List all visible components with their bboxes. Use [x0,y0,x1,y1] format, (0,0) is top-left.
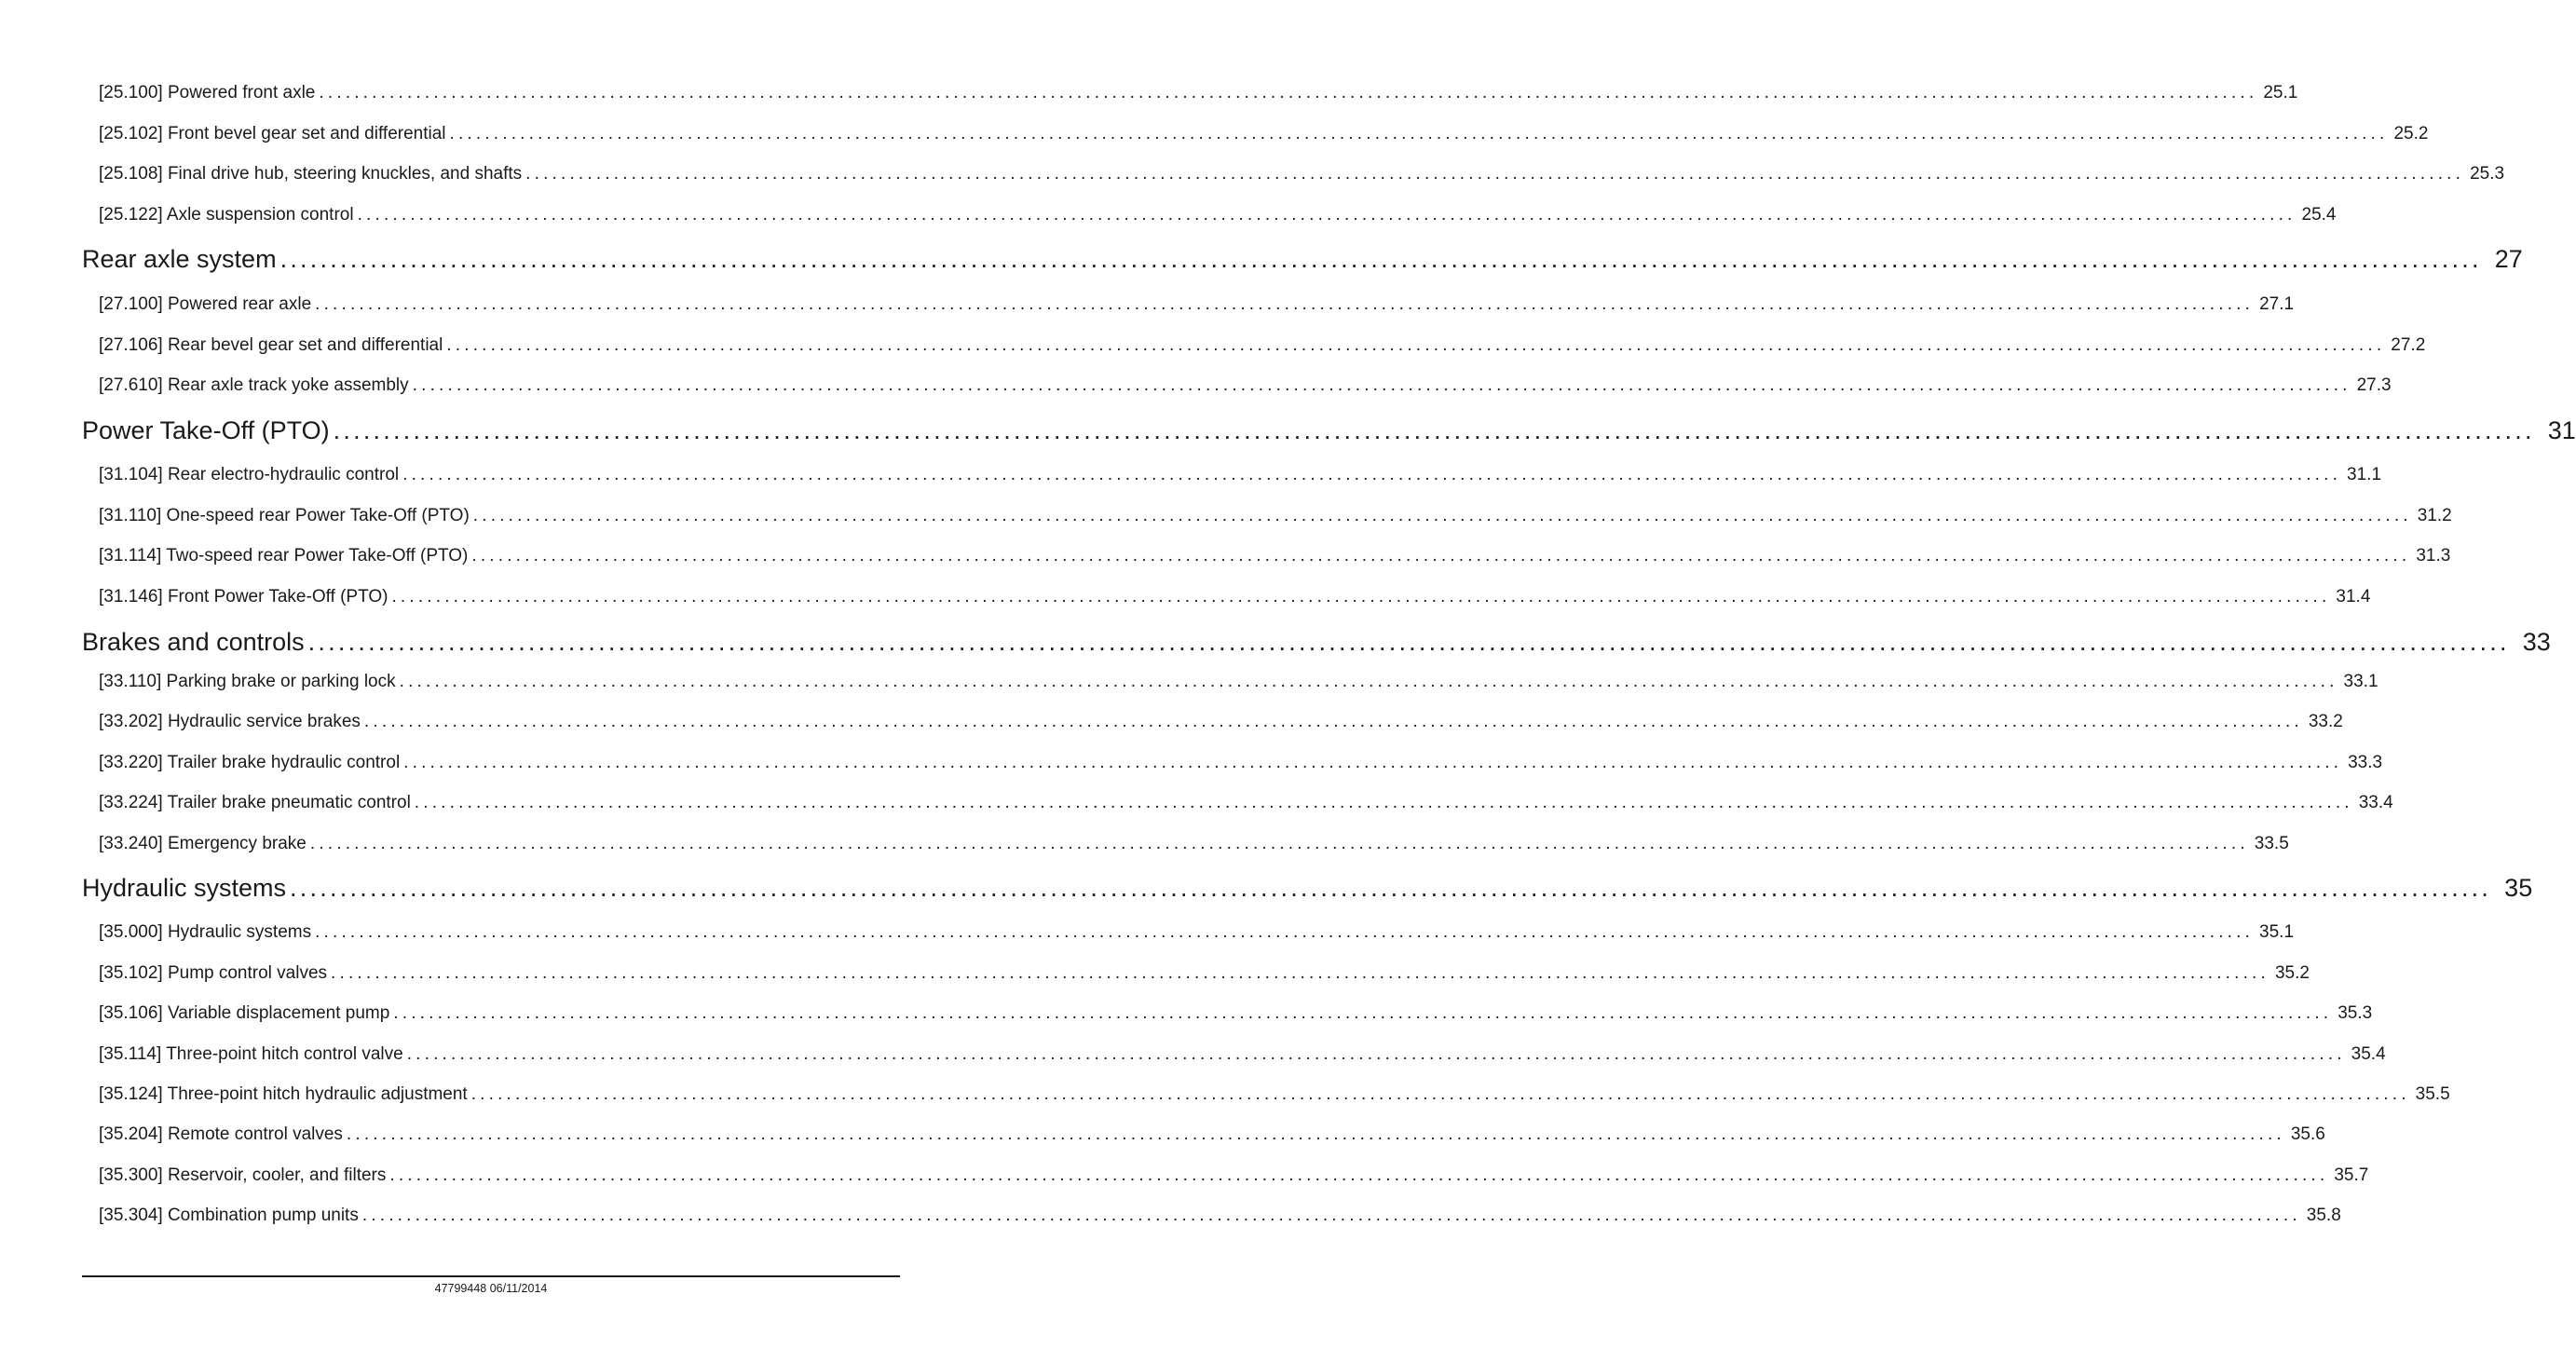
toc-entry[interactable] [99,753,2383,773]
toc-entry[interactable] [99,793,2393,813]
dot-leader: ............................................................................................................................................................................................................................ [414,793,2353,812]
toc-entry[interactable] [99,834,2289,854]
toc-entry[interactable] [99,1044,2386,1065]
toc-entry-page: 31.3 [2416,546,2451,565]
toc-entry-title: [25.108] Final drive hub, steering knuckles, and shafts [99,164,523,184]
toc-entry-title: [31.104] Rear electro-hydraulic control [99,465,400,484]
dot-leader: ............................................................................................................................................................................................................................ [319,83,2258,102]
toc-entry-page: 35.1 [2259,922,2295,942]
toc-entry-page: 31.2 [2417,506,2452,525]
toc-entry-page: 35.3 [2337,1003,2373,1023]
toc-entry-page: 25.2 [2393,124,2429,143]
toc-entry-title: [35.000] Hydraulic systems [99,922,312,942]
toc-entry[interactable] [99,1003,2373,1024]
toc-section-title: Power Take-Off (PTO) [82,416,330,444]
toc-entry-page: 35.2 [2274,963,2310,983]
toc-entry[interactable] [99,294,2295,315]
dot-leader: ............................................................................................................................................................................................................................ [309,834,2249,853]
toc-entry[interactable] [99,83,2298,103]
dot-leader: ............................................................................................................................................................................................................................ [389,1165,2329,1185]
dot-leader: ............................................................................................................................................................................................................................ [331,963,2269,983]
toc-entry-title: [27.100] Powered rear axle [99,294,312,314]
toc-entry-page: 27.3 [2356,375,2392,395]
toc-entry[interactable] [99,124,2429,144]
dot-leader: ............................................................................................................................................................................................................................ [406,1044,2346,1064]
toc-entry-page: 31.1 [2347,465,2382,484]
toc-entry[interactable] [99,1124,2325,1145]
dot-leader: ............................................................................................................................................................................................................................ [346,1124,2285,1144]
toc-entry[interactable] [99,506,2452,526]
toc-entry-title: [25.100] Powered front axle [99,83,316,102]
footer-doc-id: 47799448 06/11/2014 [434,1282,548,1295]
dot-leader: ............................................................................................................................................................................................................................ [393,1003,2333,1023]
toc-entry[interactable] [99,205,2337,225]
toc-entry-page: 25.3 [2470,164,2505,184]
toc-entry-page: 33.2 [2308,712,2343,731]
dot-leader: ............................................................................................................................................................................................................................ [363,712,2303,731]
toc-entry-title: [33.220] Trailer brake hydraulic control [99,753,401,772]
toc-entry[interactable] [99,375,2392,396]
toc-entry-page: 35.7 [2334,1165,2369,1185]
dot-leader: ............................................................................................................................................................................................................................ [412,375,2351,395]
toc-section-page: 35 [2504,874,2533,902]
toc-entry-page: 25.1 [2263,83,2298,102]
dot-leader: ............................................................................................................................................................................................................................ [403,753,2343,772]
toc-section[interactable] [82,628,2551,657]
toc-entry[interactable] [99,1206,2341,1226]
toc-entry[interactable] [99,465,2382,485]
toc-entry-title: [35.124] Three-point hitch hydraulic adjustment [99,1084,468,1104]
dot-leader: ............................................................................................................................................................................................................................ [315,922,2255,942]
toc-entry-title: [35.106] Variable displacement pump [99,1003,390,1023]
toc-entry-title: [33.110] Parking brake or parking lock [99,672,396,691]
toc-section[interactable] [82,874,2533,903]
dot-leader: ............................................................................................................................................................................................................................ [290,874,2492,902]
toc-entry-title: [31.110] One-speed rear Power Take-Off (PTO) [99,506,470,525]
toc-entry-page: 35.5 [2415,1084,2450,1104]
footer-divider [82,1275,900,1277]
toc-entry-page: 35.8 [2306,1206,2341,1225]
toc-entry-page: 33.5 [2254,834,2289,853]
toc-section-page: 31 [2547,416,2576,444]
toc-entry-page: 33.1 [2343,672,2378,691]
dot-leader: ............................................................................................................................................................................................................................ [391,587,2331,606]
dot-leader: ............................................................................................................................................................................................................................ [449,124,2389,143]
toc-entry-page: 33.3 [2348,753,2383,772]
dot-leader: ............................................................................................................................................................................................................................ [279,245,2482,273]
toc-entry-page: 35.6 [2290,1124,2325,1144]
dot-leader: ............................................................................................................................................................................................................................ [525,164,2465,184]
toc-entry-title: [25.122] Axle suspension control [99,205,354,225]
toc-section-title: Rear axle system [82,245,277,273]
toc-entry-page: 25.4 [2301,205,2337,225]
toc-entry-title: [27.610] Rear axle track yoke assembly [99,375,409,395]
toc-entry-title: [35.114] Three-point hitch control valve [99,1044,403,1064]
toc-section-title: Hydraulic systems [82,874,287,902]
dot-leader: ............................................................................................................................................................................................................................ [333,416,2535,444]
toc-section-title: Brakes and controls [82,628,305,656]
toc-entry-title: [27.106] Rear bevel gear set and differential [99,335,443,355]
dot-leader: ............................................................................................................................................................................................................................ [472,506,2412,525]
toc-entry-page: 31.4 [2336,587,2371,606]
toc-entry-title: [31.114] Two-speed rear Power Take-Off (PTO) [99,546,469,565]
dot-leader: ............................................................................................................................................................................................................................ [307,628,2510,656]
toc-entry-page: 35.4 [2351,1044,2386,1064]
toc-entry-title: [31.146] Front Power Take-Off (PTO) [99,587,388,606]
toc-entry-page: 27.2 [2391,335,2426,355]
toc-section-page: 33 [2522,628,2551,656]
dot-leader: ............................................................................................................................................................................................................................ [361,1206,2301,1225]
dot-leader: ............................................................................................................................................................................................................................ [446,335,2386,355]
toc-entry[interactable] [99,335,2426,356]
toc-section[interactable] [82,416,2576,445]
toc-entry[interactable] [99,712,2343,732]
toc-entry-page: 27.1 [2259,294,2295,314]
toc-entry-title: [35.304] Combination pump units [99,1206,359,1225]
toc-entry[interactable] [99,963,2310,984]
toc-entry-page: 33.4 [2358,793,2393,812]
dot-leader: ............................................................................................................................................................................................................................ [399,672,2338,691]
toc-entry[interactable] [99,546,2451,566]
toc-section-page: 27 [2494,245,2523,273]
toc-entry-title: [33.240] Emergency brake [99,834,307,853]
toc-entry[interactable] [99,922,2295,943]
dot-leader: ............................................................................................................................................................................................................................ [471,546,2411,565]
toc-entry-title: [33.202] Hydraulic service brakes [99,712,361,731]
dot-leader: ............................................................................................................................................................................................................................ [402,465,2342,484]
toc-section[interactable] [82,245,2523,274]
toc-entry-title: [35.204] Remote control valves [99,1124,343,1144]
dot-leader: ............................................................................................................................................................................................................................ [357,205,2297,225]
toc-entry-title: [35.300] Reservoir, cooler, and filters [99,1165,387,1185]
dot-leader: ............................................................................................................................................................................................................................ [315,294,2255,314]
toc-entry[interactable] [99,1165,2369,1186]
toc-entry[interactable] [99,1084,2450,1105]
toc-entry-title: [25.102] Front bevel gear set and differential [99,124,446,143]
toc-entry-title: [35.102] Pump control valves [99,963,328,983]
toc-entry[interactable] [99,164,2505,184]
dot-leader: ............................................................................................................................................................................................................................ [470,1084,2410,1104]
toc-entry[interactable] [99,672,2378,692]
toc-entry-title: [33.224] Trailer brake pneumatic control [99,793,411,812]
toc-entry[interactable] [99,587,2371,607]
